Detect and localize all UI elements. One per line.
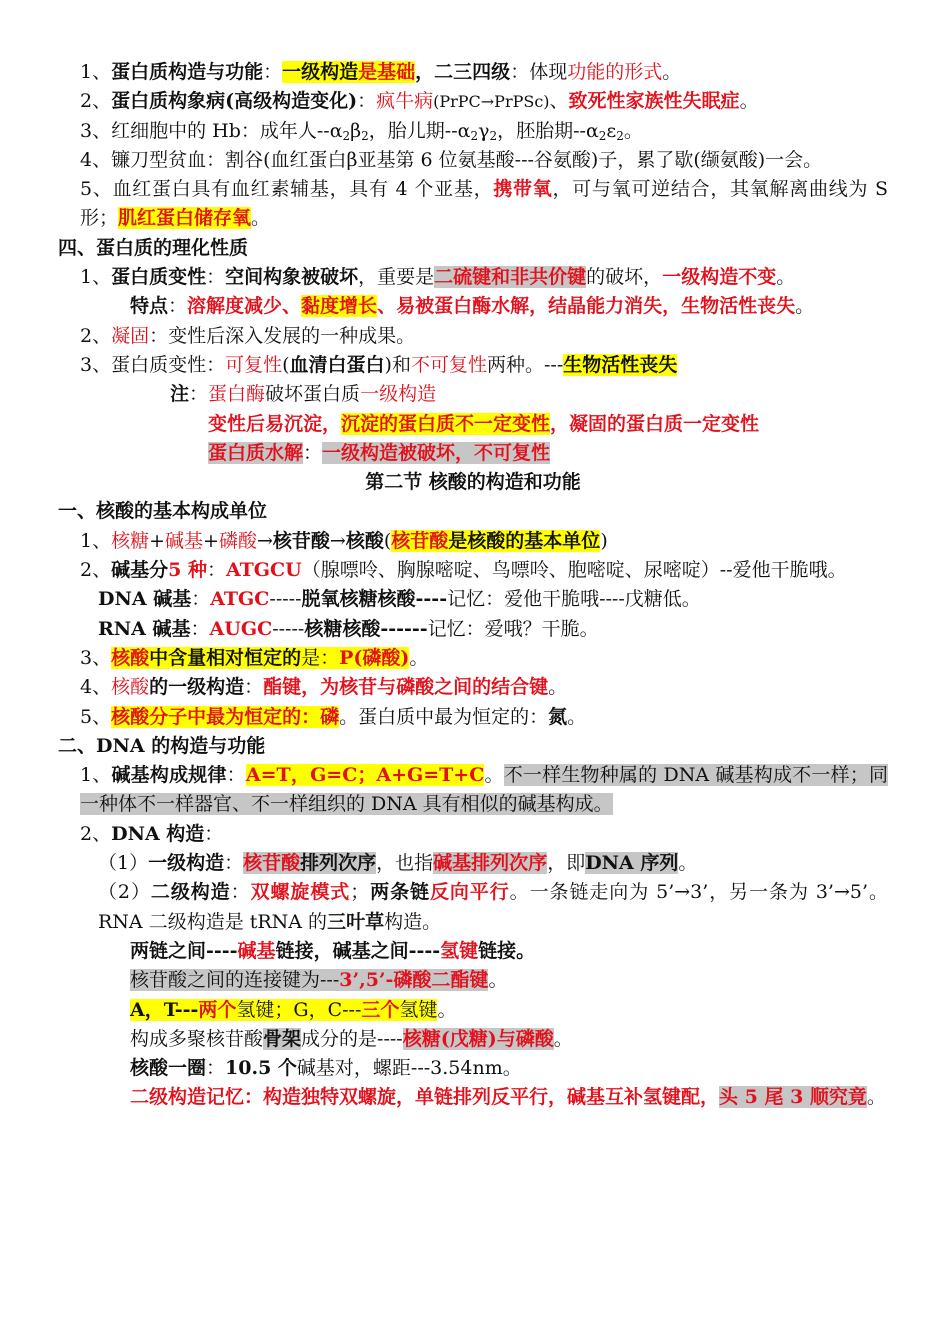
text-segment: 。 xyxy=(251,207,271,230)
text-segment: 注 xyxy=(170,383,190,406)
text-line-28 xyxy=(58,937,888,966)
text-segment: 疯牛病 xyxy=(376,90,434,113)
text-line-23 xyxy=(58,732,888,761)
text-segment: ： xyxy=(204,822,224,845)
text-segment: A，T--- xyxy=(130,998,199,1021)
text-segment: 排列次序 xyxy=(300,852,377,875)
text-segment: ( xyxy=(282,353,290,376)
text-segment: 核酸 xyxy=(111,646,150,669)
text-segment: （腺嘌呤、胸腺嘧啶、鸟嘌呤、胞嘧啶、尿嘧啶）--爱他干脆哦。 xyxy=(301,559,847,582)
text-segment: DNA 序列 xyxy=(585,852,679,875)
text-line-15 xyxy=(58,497,888,526)
text-line-9 xyxy=(58,322,888,351)
text-segment: 头 5 尾 3 顺究竟 xyxy=(719,1086,867,1109)
text-segment: 氢键 xyxy=(399,998,438,1021)
text-segment: 。蛋白质中最为恒定的： xyxy=(339,705,549,728)
text-segment: 空间构象被破坏 xyxy=(225,266,359,289)
text-segment: 成分的是---- xyxy=(301,1027,403,1050)
text-segment: 1、 xyxy=(80,61,112,83)
text-segment: 10.5 个 xyxy=(225,1057,297,1080)
text-segment: 。 xyxy=(567,705,587,728)
text-segment: ： xyxy=(230,881,251,904)
text-segment: 3、 xyxy=(80,646,112,669)
text-segment: 的一级构造 xyxy=(149,676,245,699)
text-segment: 碱基 xyxy=(165,529,204,552)
text-segment: ，可与氧可逆结合，其氧解离曲线为 S 形； xyxy=(80,178,888,230)
text-segment: ： xyxy=(206,1057,226,1080)
text-segment: 反向平行 xyxy=(429,881,510,904)
text-segment: 、 xyxy=(549,90,569,113)
text-segment: 二级构造 xyxy=(150,881,231,904)
text-segment: 酯键，为核苷与磷酸之间的结合键 xyxy=(263,676,549,699)
text-line-3 xyxy=(58,117,888,146)
text-line-6 xyxy=(58,234,888,263)
text-segment: 磷酸 xyxy=(218,529,257,552)
text-segment: 基础 xyxy=(377,61,416,83)
text-segment: 2、 xyxy=(80,559,112,582)
text-segment: 一级构造 xyxy=(282,61,359,83)
text-segment: 构造。 xyxy=(384,910,442,933)
text-segment: ：体现 xyxy=(510,61,568,83)
text-segment: 变性后易沉淀， xyxy=(208,412,342,435)
text-segment: 2 xyxy=(489,128,498,143)
text-segment: 。 xyxy=(553,1027,573,1050)
text-segment: 氢键 xyxy=(440,939,479,962)
text-segment: 一级构造被破坏，不可复性 xyxy=(322,441,551,464)
text-segment: ： xyxy=(244,676,264,699)
text-segment: 。 xyxy=(739,90,759,113)
text-line-13 xyxy=(58,439,888,468)
text-segment: 二级构造记忆：构造独特双螺旋，单链排列反平行，碱基互补氢键配， xyxy=(130,1086,720,1109)
text-line-7 xyxy=(58,263,888,292)
text-segment: 记忆：爱哦？干脆。 xyxy=(427,617,599,640)
text-segment: ，重要是 xyxy=(358,266,435,289)
text-segment: 一级构造 xyxy=(360,383,437,406)
text-line-30 xyxy=(58,996,888,1025)
text-segment: 破坏蛋白质 xyxy=(265,383,361,406)
text-line-21 xyxy=(58,673,888,702)
text-segment: 核苷酸之间的连接键为--- xyxy=(130,969,340,992)
text-segment: 5 种 xyxy=(168,559,207,582)
text-segment: 是： xyxy=(301,646,340,669)
text-segment: DNA 构造 xyxy=(111,822,205,845)
text-segment: → xyxy=(256,529,273,552)
text-segment: 。一条链走向为 5’→3’，另一条为 3’→5’。RNA 二级构造是 tRNA 的 xyxy=(98,881,888,933)
text-line-24 xyxy=(58,761,888,820)
text-segment: 四、蛋白质的理化性质 xyxy=(58,236,249,259)
text-line-14 xyxy=(58,468,888,497)
text-segment: ： xyxy=(226,764,246,787)
text-segment: 碱基之间---- xyxy=(332,939,441,962)
text-segment: 2 xyxy=(342,128,351,143)
text-segment: ，胎儿期--α xyxy=(368,119,471,142)
text-segment: 脱氧核糖核酸---- xyxy=(301,588,448,611)
text-segment: 两链之间---- xyxy=(130,939,238,962)
text-segment: 、易被蛋白酶水解，结晶能力消失，生物活性丧失 xyxy=(377,295,796,318)
text-segment: ，二三四级 xyxy=(415,61,511,83)
text-segment: 核酸 xyxy=(345,529,384,552)
text-segment: ： xyxy=(191,588,211,611)
text-segment: 2 xyxy=(470,128,479,143)
text-segment: β xyxy=(350,119,362,142)
text-segment: 黏度增长 xyxy=(301,295,378,318)
text-segment: 一级构造 xyxy=(148,852,225,875)
text-segment: 碱基构成规律 xyxy=(111,764,227,787)
text-segment: 中含量相对恒定的 xyxy=(149,646,302,669)
text-segment: 。 xyxy=(488,969,508,992)
text-segment: 5、 xyxy=(80,705,112,728)
text-line-33 xyxy=(58,1083,888,1112)
text-segment: 核糖 xyxy=(111,529,150,552)
text-line-19 xyxy=(58,615,888,644)
text-segment: + xyxy=(203,529,219,552)
text-segment: P(磷酸) xyxy=(339,646,410,669)
text-segment: 。 xyxy=(623,119,643,142)
text-segment: 核糖(戊糖)与磷酸 xyxy=(402,1027,554,1050)
text-line-17 xyxy=(58,556,888,585)
text-segment: 碱基 xyxy=(237,939,276,962)
text-segment: 是核酸的基本单位 xyxy=(448,529,601,552)
text-segment: 可复性 xyxy=(225,353,283,376)
text-segment: 两条链 xyxy=(369,881,430,904)
text-segment: ----- xyxy=(272,617,305,640)
text-line-31 xyxy=(58,1025,888,1054)
text-segment: 记忆：爱他干脆哦----戊糖低。 xyxy=(447,588,701,611)
text-segment: ： xyxy=(189,383,209,406)
text-segment: 不一样生物种属的 DNA 碱基构成不一样；同一种体不一样器官、不一样组织的 DNA 具有相似的碱基构成。 xyxy=(80,764,888,816)
text-segment: ：变性后深入发展的一种成果。 xyxy=(149,324,416,347)
text-segment: 3、红细胞中的 Hb：成年人--α xyxy=(80,119,343,142)
text-segment: 碱基分 xyxy=(111,559,169,582)
text-segment: 构成多聚核苷酸 xyxy=(130,1027,264,1050)
text-line-26 xyxy=(58,849,888,878)
text-segment: 核酸分子中最为恒定的：磷 xyxy=(111,705,340,728)
text-segment: γ xyxy=(478,119,490,142)
text-segment: 碱基排列次序 xyxy=(433,852,548,875)
text-segment: 3’,5’-磷酸二酯键 xyxy=(339,969,489,992)
text-segment: 蛋白质水解 xyxy=(208,441,304,464)
text-segment: ，凝固的蛋白质一定变性 xyxy=(550,412,760,435)
text-segment: + xyxy=(149,529,166,552)
text-segment: 。 xyxy=(437,998,457,1021)
text-segment: 。 xyxy=(678,852,698,875)
text-line-12 xyxy=(58,410,888,439)
text-segment: 肌红蛋白储存氧 xyxy=(118,207,252,230)
text-segment: 溶解度减少、 xyxy=(187,295,302,318)
text-segment: 特点 xyxy=(130,295,169,318)
text-segment: 氮 xyxy=(548,705,568,728)
text-segment: 。 xyxy=(662,61,682,83)
text-segment: ： xyxy=(224,852,244,875)
text-segment: 碱基对，螺距---3.54nm。 xyxy=(296,1057,522,1080)
text-segment: 核酸一圈 xyxy=(130,1057,207,1080)
text-line-4 xyxy=(58,146,888,175)
text-line-32 xyxy=(58,1054,888,1083)
text-segment: 。 xyxy=(776,266,796,289)
text-segment: 。 xyxy=(795,295,815,318)
text-segment: 2 xyxy=(598,128,607,143)
text-line-25 xyxy=(58,820,888,849)
text-segment: 3、蛋白质变性： xyxy=(80,353,226,376)
text-segment: ： xyxy=(303,441,323,464)
text-segment: )和 xyxy=(384,353,411,376)
text-segment: 携带氧 xyxy=(493,178,553,201)
text-segment: ： xyxy=(206,266,226,289)
text-segment: AUGC xyxy=(209,617,273,640)
text-segment: 双螺旋模式 xyxy=(250,881,351,904)
text-segment: 二、DNA 的构造与功能 xyxy=(58,734,266,757)
text-segment: 的破坏， xyxy=(586,266,663,289)
text-segment: 蛋白质变性 xyxy=(111,266,207,289)
text-line-29 xyxy=(58,966,888,995)
text-segment: 蛋白质构象病(高级构造变化) xyxy=(111,90,358,113)
text-segment: 生物活性丧失 xyxy=(563,353,678,376)
text-segment: 蛋白质构造与功能 xyxy=(111,61,264,83)
text-segment: 核糖核酸------ xyxy=(304,617,428,640)
text-segment: ，即 xyxy=(547,852,586,875)
text-segment: ： xyxy=(206,559,226,582)
text-segment: 两个 xyxy=(198,998,237,1021)
text-segment: 2、 xyxy=(80,90,112,113)
text-segment: ； xyxy=(350,881,370,904)
text-segment: ) xyxy=(600,529,608,552)
text-line-16 xyxy=(58,527,888,556)
text-segment: 第二节 核酸的构造和功能 xyxy=(365,471,581,494)
text-segment: 一级构造不变 xyxy=(662,266,777,289)
text-segment: （1） xyxy=(98,852,149,875)
text-segment: ，也指 xyxy=(376,852,434,875)
text-segment: 凝固 xyxy=(111,324,150,347)
text-segment: (PrPC→PrPSc) xyxy=(433,92,550,112)
text-segment: 核苷酸 xyxy=(243,852,301,875)
text-line-22 xyxy=(58,703,888,732)
text-segment: 链接， xyxy=(275,939,333,962)
text-segment: 4、镰刀型贫血：割谷(血红蛋白β亚基第 6 位氨基酸---谷氨酸)子，累了歇(缬氨酸)一会。 xyxy=(80,148,823,171)
text-segment: ： xyxy=(190,617,210,640)
text-segment: 一、核酸的基本构成单位 xyxy=(58,500,268,523)
text-segment: 沉淀的蛋白质不一定变性 xyxy=(341,412,551,435)
text-segment: 氢键；G，C--- xyxy=(236,998,362,1021)
text-line-5 xyxy=(58,175,888,234)
text-segment: （2） xyxy=(98,881,151,904)
text-segment: 2、 xyxy=(80,822,112,845)
text-segment: 不可复性 xyxy=(410,353,487,376)
text-segment: ： xyxy=(263,61,283,83)
text-segment: ATGCU xyxy=(225,559,302,582)
text-segment: 功能的形式 xyxy=(567,61,663,83)
text-segment: 。 xyxy=(484,764,504,787)
text-segment: ( xyxy=(383,529,392,552)
text-segment: 二硫键和非共价键 xyxy=(434,266,587,289)
text-segment: 致死性家族性失眠症 xyxy=(568,90,740,113)
text-segment: 骨架 xyxy=(263,1027,302,1050)
text-line-10 xyxy=(58,351,888,380)
text-segment: 核酸 xyxy=(111,676,150,699)
text-segment: ATGC xyxy=(210,588,270,611)
text-segment: DNA 碱基 xyxy=(98,588,192,611)
text-segment: ： xyxy=(357,90,377,113)
text-segment: 三个 xyxy=(361,998,400,1021)
text-segment: 。 xyxy=(548,676,568,699)
text-segment: A=T，G=C；A+G=T+C xyxy=(245,764,485,787)
text-segment: 1、 xyxy=(80,764,112,787)
text-segment: ： xyxy=(168,295,188,318)
text-segment: ，胚胎期--α xyxy=(497,119,599,142)
text-segment: 蛋白酶 xyxy=(208,383,266,406)
text-line-27 xyxy=(58,878,888,937)
text-segment: 1、 xyxy=(80,529,112,552)
text-segment: 2 xyxy=(616,128,624,143)
text-segment: RNA 碱基 xyxy=(98,617,191,640)
text-segment: 血清白蛋白 xyxy=(289,353,385,376)
text-segment: 1、 xyxy=(80,266,112,289)
text-segment: 5、血红蛋白具有血红素辅基，具有 4 个亚基， xyxy=(80,178,494,201)
text-segment: 链接。 xyxy=(478,939,536,962)
text-segment: 是 xyxy=(358,61,378,83)
text-segment: 2、 xyxy=(80,324,112,347)
text-segment: 。 xyxy=(409,646,429,669)
text-segment: 4、 xyxy=(80,676,112,699)
text-segment: 核苷酸 xyxy=(272,529,330,552)
text-segment: 。 xyxy=(866,1086,886,1109)
text-line-18 xyxy=(58,585,888,614)
text-segment: ----- xyxy=(269,588,302,611)
text-line-2 xyxy=(58,87,888,116)
text-line-20 xyxy=(58,644,888,673)
text-segment: ε xyxy=(606,119,617,142)
text-segment: 核苷酸 xyxy=(391,529,449,552)
text-line-11 xyxy=(58,380,888,409)
text-line-1 xyxy=(58,58,888,87)
text-segment: 两种。--- xyxy=(486,353,564,376)
text-segment: 三叶草 xyxy=(327,910,385,933)
text-segment: → xyxy=(329,529,346,552)
text-line-8 xyxy=(58,292,888,321)
text-segment: 2 xyxy=(361,128,369,143)
